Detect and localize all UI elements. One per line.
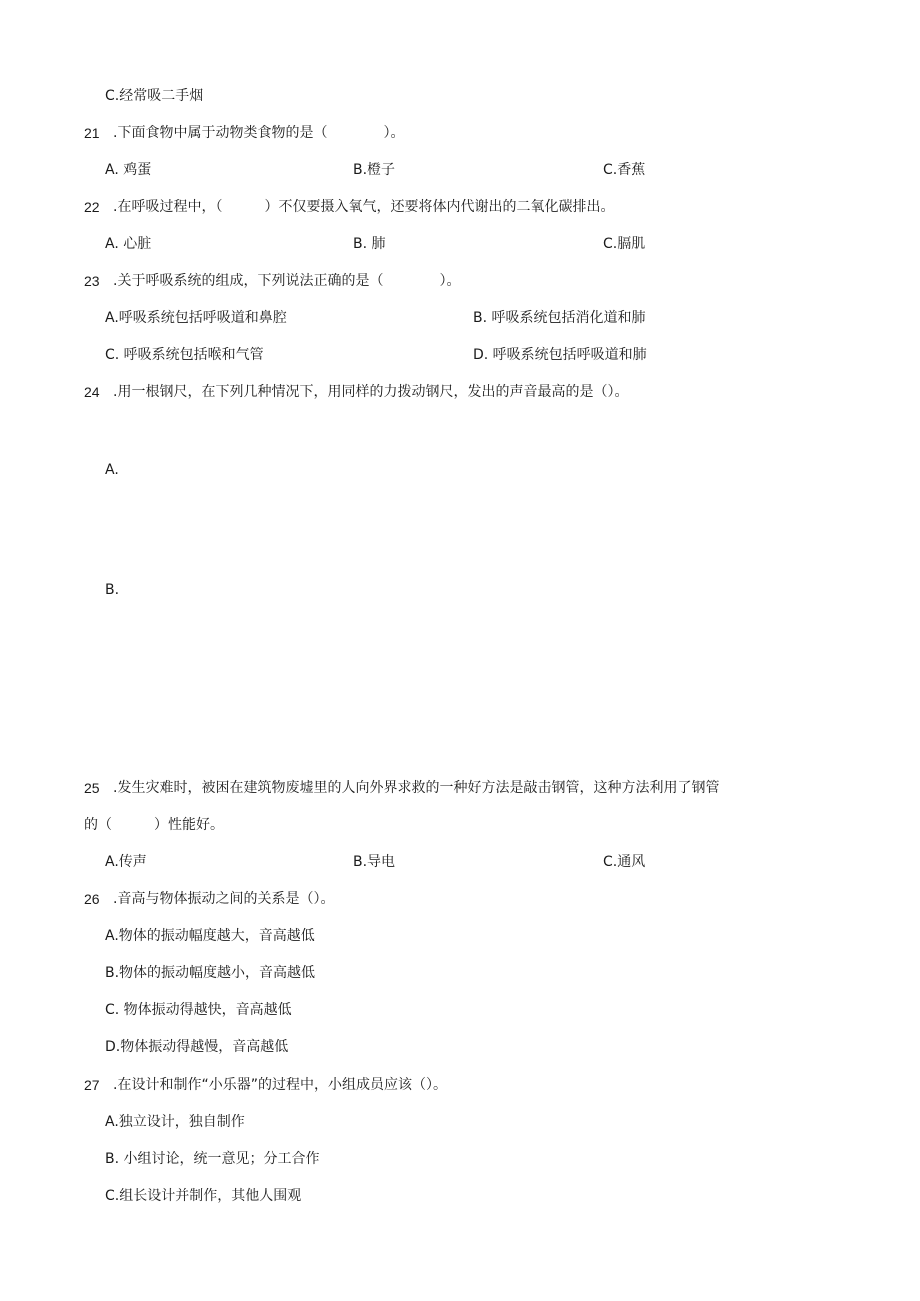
q23-stem: .关于呼吸系统的组成，下列说法正确的是（ ）。 [113,273,461,289]
q25-number: 25 [84,780,100,796]
q26-option-b: B.物体的振动幅度越小，音高越低 [105,965,316,981]
q24-number: 24 [84,384,100,400]
q21-number: 21 [84,125,100,141]
q27-number: 27 [84,1077,100,1093]
q21-option-b: B.橙子 [353,162,396,178]
q22-option-c: C.膈肌 [603,236,646,252]
q27-option-c: C.组长设计并制作，其他人围观 [105,1188,302,1204]
q22-option-b: B. 肺 [353,236,386,252]
q25-option-c: C.通风 [603,854,646,870]
q22-option-a: A. 心脏 [105,236,152,252]
q25-option-a: A.传声 [105,854,147,870]
q26-option-a: A.物体的振动幅度越大，音高越低 [105,928,315,944]
q25-stem-continued: 的（ ）性能好。 [84,817,224,833]
q23-option-c: C. 呼吸系统包括喉和气管 [105,347,264,363]
q24-option-a: A. [105,462,119,478]
q23-option-d: D. 呼吸系统包括呼吸道和肺 [473,347,647,363]
q23-option-b: B. 呼吸系统包括消化道和肺 [473,310,646,326]
q26-stem: .音高与物体振动之间的关系是（）。 [113,891,335,907]
q25-option-b: B.导电 [353,854,396,870]
q22-number: 22 [84,199,100,215]
q21-option-a: A. 鸡蛋 [105,162,152,178]
q23-option-a: A.呼吸系统包括呼吸道和鼻腔 [105,310,287,326]
q27-option-b: B. 小组讨论，统一意见；分工合作 [105,1151,320,1167]
q26-number: 26 [84,891,100,907]
q21-option-c: C.香蕉 [603,162,646,178]
q25-stem: .发生灾难时，被困在建筑物废墟里的人向外界求救的一种好方法是敲击钢管，这种方法利用了钢管 [113,780,720,796]
q22-stem: .在呼吸过程中，（ ）不仅要摄入氧气，还要将体内代谢出的二氧化碳排出。 [113,199,615,215]
q26-option-c: C. 物体振动得越快，音高越低 [105,1002,292,1018]
q26-option-d: D.物体振动得越慢，音高越低 [105,1039,289,1055]
q23-number: 23 [84,273,100,289]
q27-stem: .在设计和制作“小乐器”的过程中，小组成员应该（）。 [113,1077,447,1093]
q24-option-b: B. [105,582,120,598]
q20-option-c: C.经常吸二手烟 [105,88,204,104]
q27-option-a: A.独立设计，独自制作 [105,1114,245,1130]
q21-stem: .下面食物中属于动物类食物的是（ ）。 [113,125,405,141]
q24-stem: .用一根钢尺，在下列几种情况下，用同样的力拨动钢尺，发出的声音最高的是（）。 [113,384,629,400]
